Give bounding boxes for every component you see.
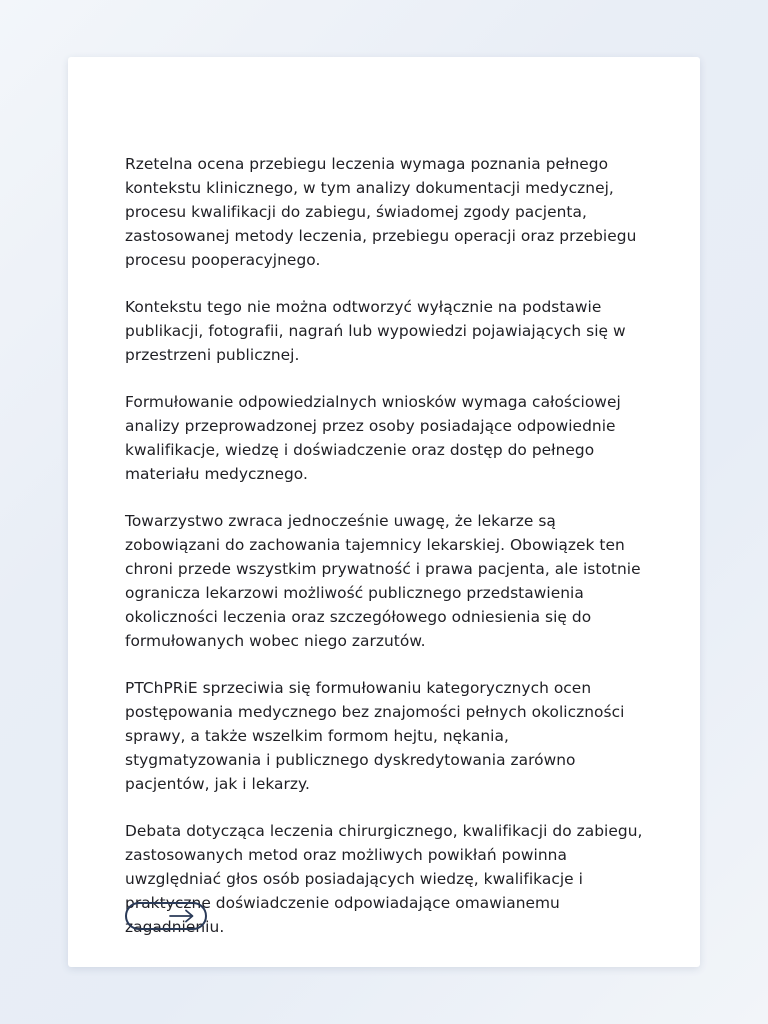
paragraph-1: Rzetelna ocena przebiegu leczenia wymaga poznania pełnego kontekstu klinicznego, w tym analizy dokumentacji medycznej, procesu kwalifikacji do zabiegu, świadomej zgody pacjenta, zastosowanej metody leczenia, przebiegu operacji oraz przebiegu procesu pooperacyjnego.	[125, 155, 637, 269]
paragraph-3: Formułowanie odpowiedzialnych wniosków wymaga całościowej analizy przeprowadzonej przez osoby posiadające odpowiednie kwalifikacje, wiedzę i doświadczenie oraz dostęp do pełnego materiału medycznego.	[125, 393, 621, 483]
paragraph-2: Kontekstu tego nie można odtworzyć wyłącznie na podstawie publikacji, fotografii, nagrań lub wypowiedzi pojawiających się w przestrzeni publicznej.	[125, 298, 626, 364]
arrow-right-icon	[169, 909, 195, 923]
paragraph-4: Towarzystwo zwraca jednocześnie uwagę, że lekarze są zobowiązani do zachowania tajemnicy lekarskiej. Obowiązek ten chroni przede wszystkim prywatność i prawa pacjenta, ale istotnie ogranicza lekarzowi możliwość publicznego przedstawienia okoliczności leczenia oraz szczegółowego odniesienia się do formułowanych wobec niego zarzutów.	[125, 512, 641, 650]
next-button[interactable]	[125, 902, 207, 930]
content-card	[68, 57, 700, 967]
paragraph-6: Debata dotycząca leczenia chirurgicznego, kwalifikacji do zabiegu, zastosowanych metod oraz możliwych powikłań powinna uwzględniać głos osób posiadających wiedzę, kwalifikacje i praktyczne doświadczenie odpowiadające omawianemu zagadnieniu.	[125, 822, 643, 936]
paragraph-5: PTChPRiE sprzeciwia się formułowaniu kategorycznych ocen postępowania medycznego bez znajomości pełnych okoliczności sprawy, a także wszelkim formom hejtu, nękania, stygmatyzowania i publicznego dyskredytowania zarówno pacjentów, jak i lekarzy.	[125, 679, 625, 793]
